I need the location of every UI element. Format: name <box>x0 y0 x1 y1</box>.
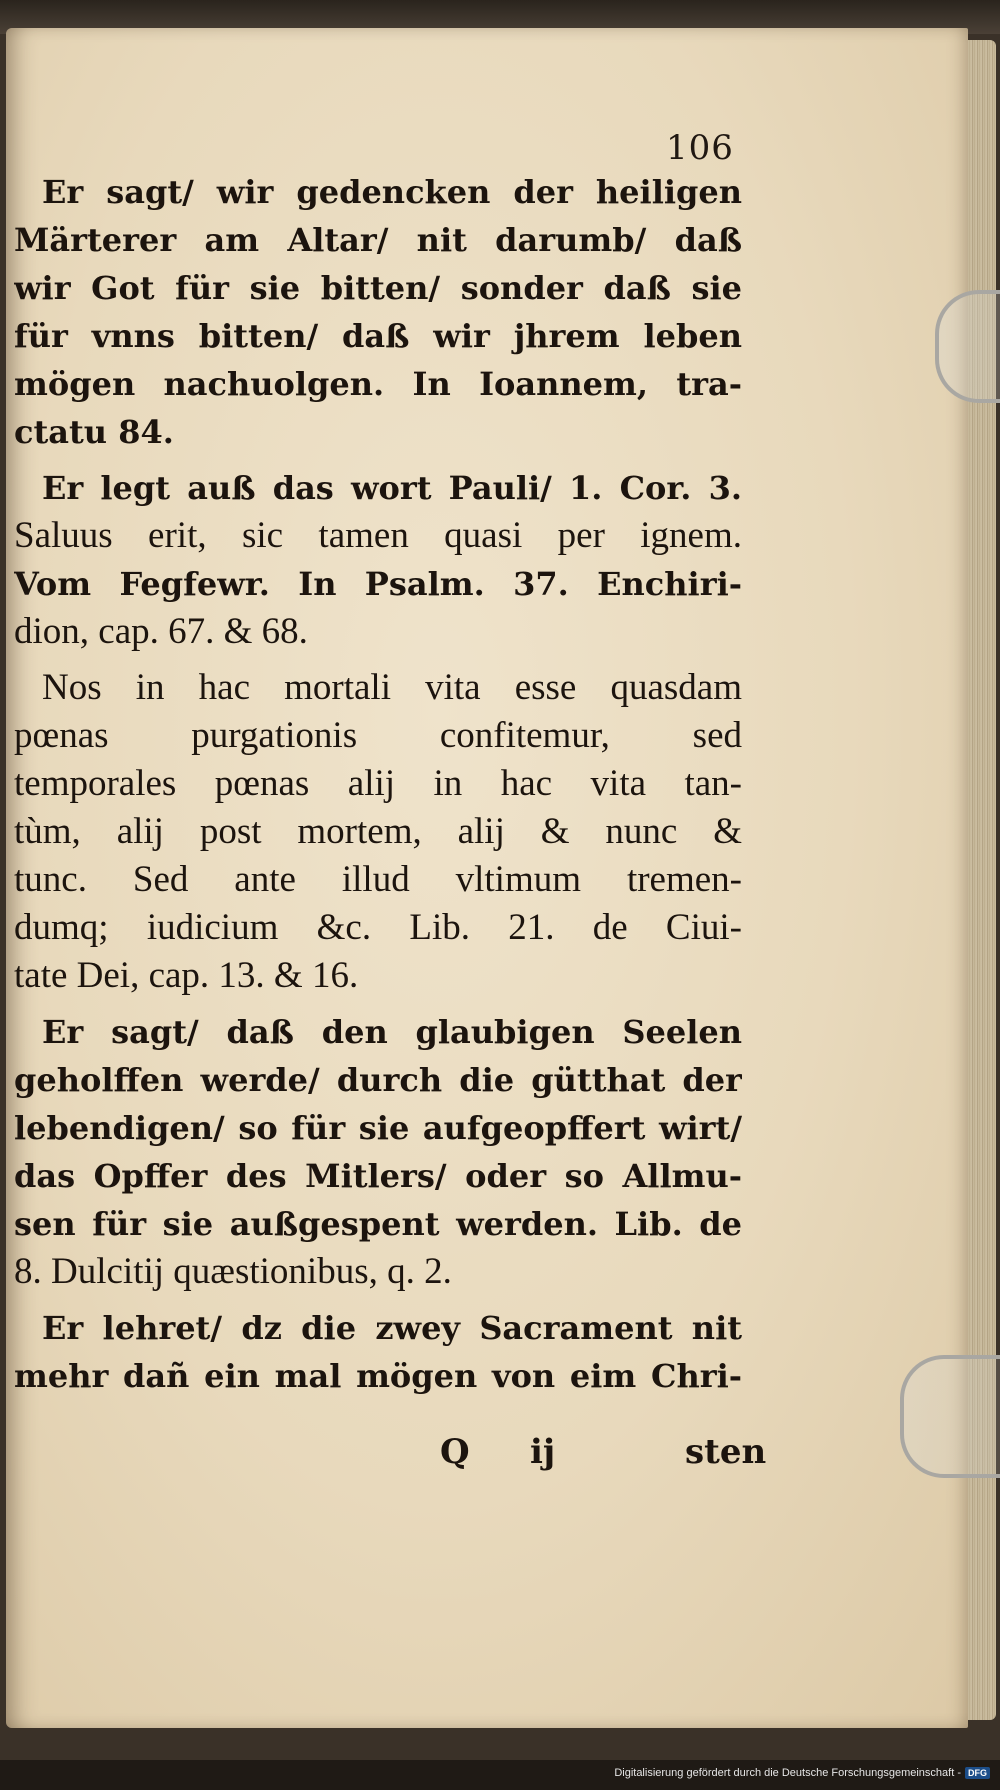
text-line: Er lehret/ dz die zwey Sacrament nit <box>42 1309 742 1347</box>
text-line: tunc. Sed ante illud vltimum tremen- <box>14 859 742 900</box>
text-line: Nos in hac mortali vita esse quasdam <box>42 667 742 708</box>
text-line: Saluus erit, sic tamen quasi per ignem. <box>14 515 742 556</box>
text-line: Er legt auß das wort Pauli/ 1. Cor. 3. <box>42 469 742 507</box>
text-line: mögen nachuolgen. In Ioannem, tra- <box>14 365 742 403</box>
dfg-logo: DFG <box>965 1767 990 1779</box>
text-line: ctatu 84. <box>14 413 174 451</box>
text-line: wir Got für sie bitten/ sonder daß sie <box>14 269 742 307</box>
digitization-credit <box>614 1767 990 1779</box>
text-line: mehr dañ ein mal mögen von eim Chri- <box>14 1357 742 1395</box>
text-line: Vom Fegfewr. In Psalm. 37. Enchiri- <box>14 565 742 603</box>
catchword: sten <box>685 1432 767 1472</box>
signature-number: ij <box>530 1432 556 1472</box>
text-line: lebendigen/ so für sie aufgeopffert wirt/ <box>14 1109 742 1147</box>
text-line: temporales pœnas alij in hac vita tan- <box>14 763 742 804</box>
text-line: tùm, alij post mortem, alij & nunc & <box>14 811 742 852</box>
text-line: 8. Dulcitij quæstionibus, q. 2. <box>14 1251 452 1292</box>
text-line: für vnns bitten/ daß wir jhrem leben <box>14 317 742 355</box>
text-line: pœnas purgationis confitemur, sed <box>14 715 742 756</box>
text-line: das Opffer des Mitlers/ oder so Allmu- <box>14 1157 742 1195</box>
text-line: Märterer am Altar/ nit darumb/ daß <box>14 221 742 259</box>
text-line: sen für sie außgespent werden. Lib. de <box>14 1205 742 1243</box>
text-line: dion, cap. 67. & 68. <box>14 611 308 652</box>
text-line: dumq; iudicium &c. Lib. 21. de Ciui- <box>14 907 742 948</box>
text-line: geholffen werde/ durch die gütthat der <box>14 1061 742 1099</box>
signature-mark: Q <box>440 1432 470 1472</box>
text-line: Er sagt/ daß den glaubigen Seelen <box>42 1013 742 1051</box>
page-clip-bottom <box>900 1355 1000 1478</box>
page-number: 106 <box>666 128 734 168</box>
text-line: tate Dei, cap. 13. & 16. <box>14 955 359 996</box>
credit-text: Digitalisierung gefördert durch die Deutsche Forschungsgemeinschaft - <box>614 1767 961 1779</box>
page-text <box>14 168 742 1400</box>
page-clip-top <box>935 290 1000 403</box>
text-line: Er sagt/ wir gedencken der heiligen <box>42 173 742 211</box>
